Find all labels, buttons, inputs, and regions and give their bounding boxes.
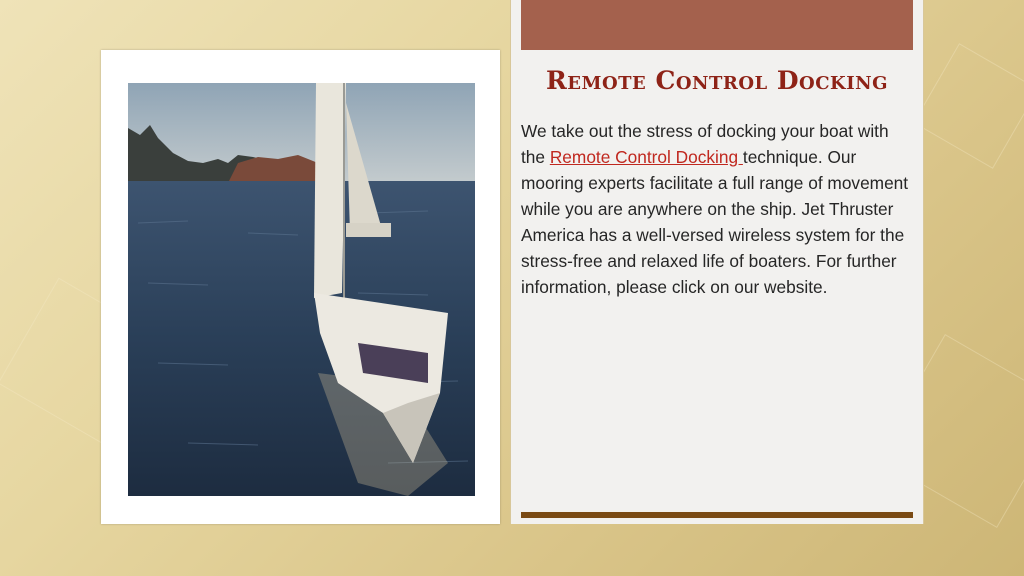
content-panel <box>510 0 924 524</box>
slide-title: Remote Control Docking <box>546 66 888 95</box>
body-text-start: We take out the stress of docking your boat with the <box>521 121 889 167</box>
sailboat-illustration <box>128 83 475 496</box>
slide-body <box>521 118 913 300</box>
footer-rule <box>521 512 913 518</box>
header-band <box>521 0 913 50</box>
body-text-end: technique. Our mooring experts facilitate a full range of movement while you are anywhere on the ship. Jet Thruster America has a well-versed wireless system for the stress-free and relaxed life of boaters. For further information, please click on our website. <box>521 147 909 297</box>
photo-frame <box>101 50 500 524</box>
background-facet <box>913 43 1024 169</box>
sailboat-photo <box>128 83 475 496</box>
remote-control-docking-link[interactable]: Remote Control Docking <box>549 147 743 167</box>
